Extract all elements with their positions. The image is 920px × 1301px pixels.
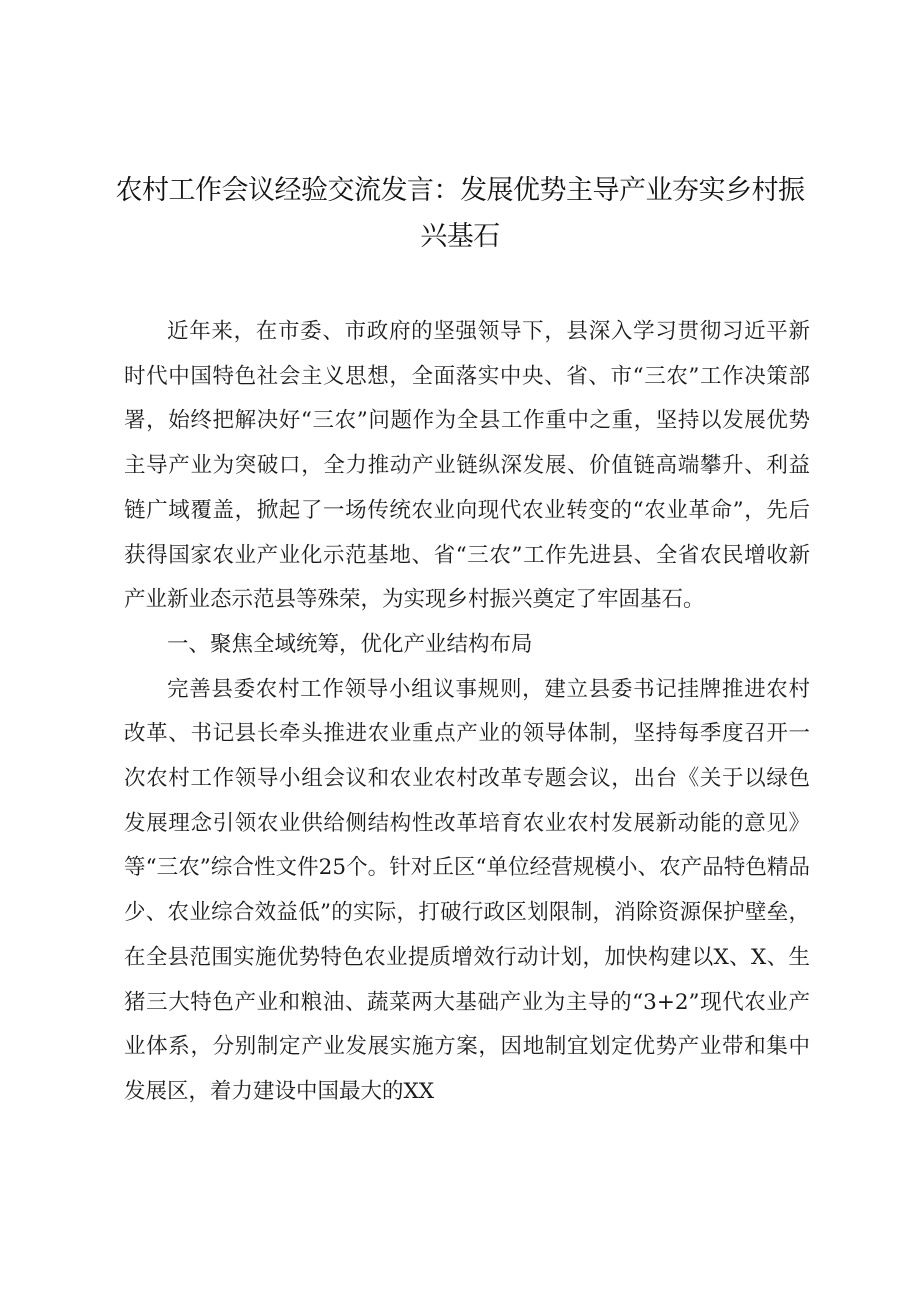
document-title: 农村工作会议经验交流发言：发展优势主导产业夯实乡村振兴基石 <box>115 175 805 252</box>
document-body <box>124 310 810 1115</box>
section-heading-1: 一、聚焦全域统筹，优化产业结构布局 <box>167 631 533 657</box>
section-1-paragraph: 完善县委农村工作领导小组议事规则，建立县委书记挂牌推进农村改革、书记县长牵头推进农业重点产业的领导体制，坚持每季度召开一次农村工作领导小组会议和农业农村改革专题会议，出台《关于以绿色发展理念引领农业供给侧结构性改革培育农业农村发展新动能的意见》等“三农”综合性文件25个。针对丘区“单位经营规模小、农产品特色精品少、农业综合效益低”的实际，打破行政区划限制，消除资源保护壁垒，在全县范围实施优势特色农业提质增效行动计划，加快构建以X、X、生猪三大特色产业和粮油、蔬菜两大基础产业为主导的“3+2”现代农业产业体系，分别制定产业发展实施方案，因地制宜划定优势产业带和集中发展区，着力建设中国最大的XX <box>124 676 810 1104</box>
intro-paragraph: 近年来，在市委、市政府的坚强领导下，县深入学习贯彻习近平新时代中国特色社会主义思想，全面落实中央、省、市“三农”工作决策部署，始终把解决好“三农”问题作为全县工作重中之重，坚持以发展优势主导产业为突破口，全力推动产业链纵深发展、价值链高端攀升、利益链广域覆盖，掀起了一场传统农业向现代农业转变的“农业革命”，先后获得国家农业产业化示范基地、省“三农”工作先进县、全省农民增收新产业新业态示范县等殊荣，为实现乡村振兴奠定了牢固基石。 <box>124 319 810 613</box>
